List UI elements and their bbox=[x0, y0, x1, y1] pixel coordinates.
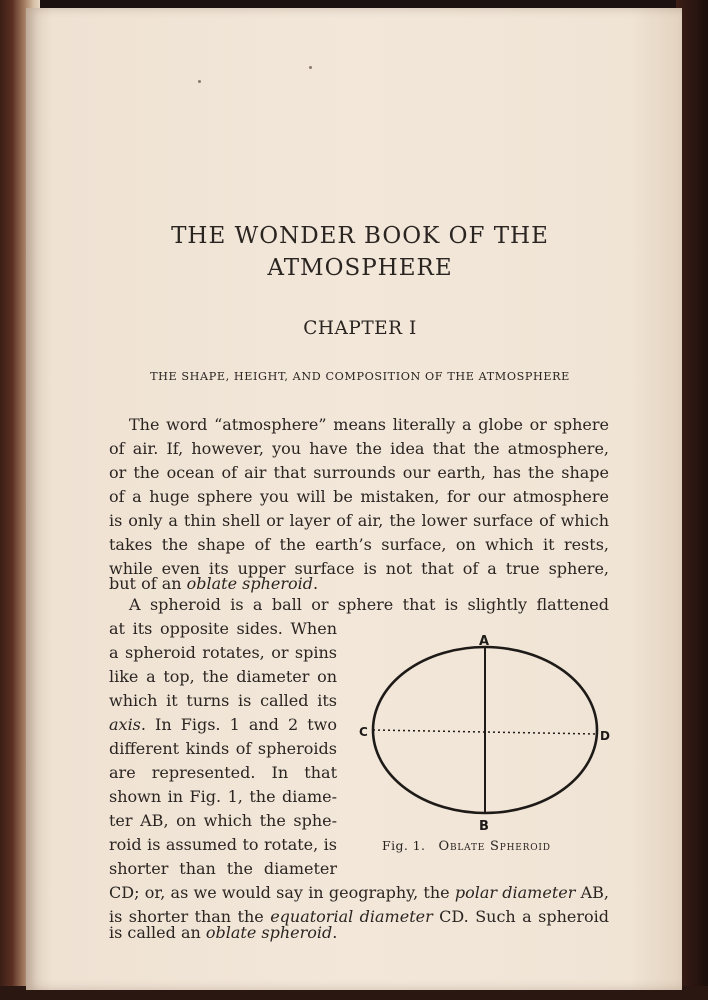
text-line: at its opposite sides. When bbox=[109, 619, 337, 638]
oblate-spheroid-figure bbox=[355, 628, 615, 838]
text-line: roid is assumed to rotate, is bbox=[109, 835, 337, 854]
text-line: takes the shape of the earth’s surface, on which it rests, bbox=[109, 535, 609, 554]
text-line: which it turns is called its bbox=[109, 691, 337, 710]
figure-title: Oblate Spheroid bbox=[438, 839, 551, 854]
text-line: shown in Fig. 1, the diame- bbox=[109, 787, 337, 806]
text-line: The word “atmosphere” means literally a globe or sphere bbox=[129, 415, 609, 434]
text-line: is called an oblate spheroid. bbox=[109, 923, 338, 942]
label-d: D bbox=[600, 729, 610, 743]
text-line: of a huge sphere you will be mistaken, for our atmosphere bbox=[109, 487, 609, 506]
paper-speck bbox=[309, 66, 312, 69]
text-line: is only a thin shell or layer of air, the lower surface of which bbox=[109, 511, 609, 530]
text-line: a spheroid rotates, or spins bbox=[109, 643, 337, 662]
title-line-2: ATMOSPHERE bbox=[267, 255, 453, 281]
title-line-1: THE WONDER BOOK OF THE bbox=[171, 223, 549, 249]
figure-caption bbox=[382, 838, 551, 854]
text-line: or the ocean of air that surrounds our earth, has the shape bbox=[109, 463, 609, 482]
section-title: THE SHAPE, HEIGHT, AND COMPOSITION OF THE ATMOSPHERE bbox=[150, 370, 570, 383]
italic-term: polar diameter bbox=[454, 883, 576, 902]
italic-term: oblate spheroid bbox=[205, 923, 333, 942]
label-a: A bbox=[479, 634, 490, 649]
figure-number: Fig. 1. bbox=[382, 838, 426, 853]
text-line: like a top, the diameter on bbox=[109, 667, 337, 686]
label-b: B bbox=[479, 819, 489, 834]
text-line: shorter than the diameter bbox=[109, 859, 337, 878]
text-line: A spheroid is a ball or sphere that is slightly flattened bbox=[129, 595, 609, 614]
page-title bbox=[110, 220, 610, 284]
text-line: is shorter than the equatorial diameter CD. Such a spheroid bbox=[109, 907, 609, 926]
chapter-heading: CHAPTER I bbox=[303, 318, 417, 339]
text-line: axis. In Figs. 1 and 2 two bbox=[109, 715, 337, 734]
text-line: of air. If, however, you have the idea that the atmosphere, bbox=[109, 439, 609, 458]
text-line: are represented. In that bbox=[109, 763, 337, 782]
text-line: but of an oblate spheroid. bbox=[109, 574, 319, 593]
text-line: CD; or, as we would say in geography, the polar diameter AB, bbox=[109, 883, 610, 902]
italic-term: equatorial diameter bbox=[270, 907, 433, 926]
italic-term: oblate spheroid bbox=[186, 574, 314, 593]
italic-term: axis bbox=[109, 715, 141, 734]
label-c: C bbox=[359, 725, 368, 739]
text-line: different kinds of spheroids bbox=[109, 739, 337, 758]
paper-speck bbox=[198, 80, 201, 83]
text-line: while even its upper surface is not that of a true sphere, bbox=[109, 559, 609, 578]
text-line: ter AB, on which the sphe- bbox=[109, 811, 337, 830]
